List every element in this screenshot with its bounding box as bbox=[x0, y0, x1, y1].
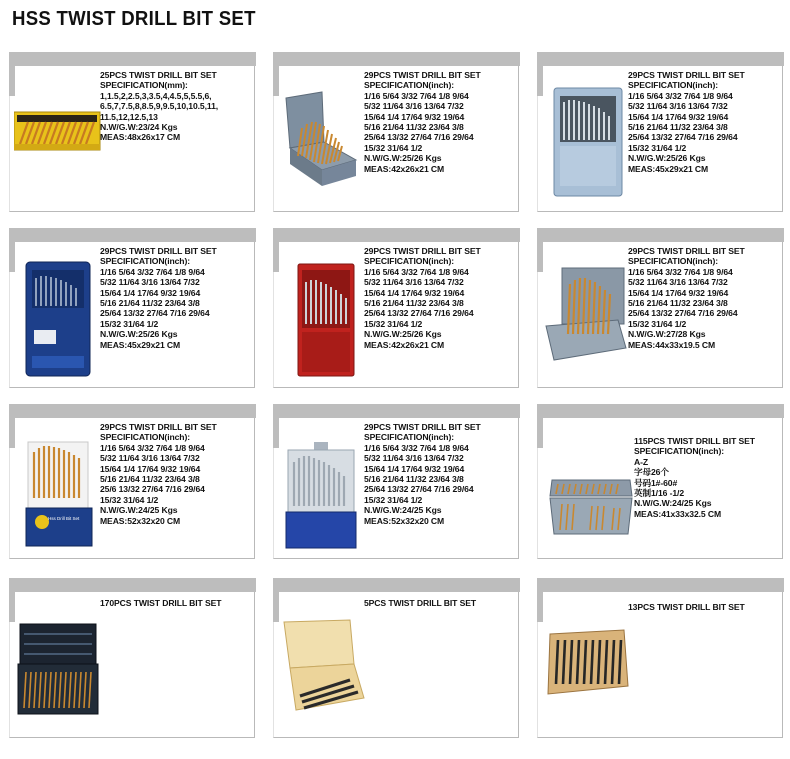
product-card-29pcs-blue-case bbox=[9, 228, 255, 388]
spec-line: 1/16 5/64 3/32 7/64 1/8 9/64 bbox=[364, 90, 469, 101]
card-title: 115PCS TWIST DRILL BIT SET bbox=[634, 436, 755, 446]
weight-line: N.W/G.W:27/28 Kgs bbox=[628, 329, 706, 340]
spec-line: 15/32 31/64 1/2 bbox=[628, 142, 687, 153]
card-title: 29PCS TWIST DRILL BIT SET bbox=[628, 70, 745, 80]
spec-line: 1,1.5,2,2.5,3,3.5,4,4.5,5,5.5,6, bbox=[100, 90, 212, 101]
product-card-29pcs-index-case bbox=[537, 52, 783, 212]
spec-line: 字母26个 bbox=[634, 467, 669, 478]
card-title: 25PCS TWIST DRILL BIT SET bbox=[100, 70, 217, 80]
spec-line: 英制1/16 -1/2 bbox=[634, 488, 685, 499]
meas-line: MEAS:44x33x19.5 CM bbox=[628, 339, 716, 350]
box-label: Hss Drill Bit Set bbox=[48, 516, 80, 521]
drill-set-blue-stand-image bbox=[284, 440, 358, 550]
weight-line: N.W/G.W:24/25 Kgs bbox=[634, 498, 712, 509]
product-card-115pcs bbox=[537, 404, 783, 559]
product-card-170pcs bbox=[9, 578, 255, 738]
card-text bbox=[364, 246, 481, 350]
spec-line: 5/16 21/64 11/32 23/64 3/8 bbox=[100, 474, 200, 485]
page-title: HSS TWIST DRILL BIT SET bbox=[12, 8, 256, 30]
spec-line: 25/6 13/32 27/64 7/16 29/64 bbox=[100, 484, 205, 495]
card-text bbox=[628, 70, 745, 174]
spec-line: 25/64 13/32 27/64 7/16 29/64 bbox=[364, 308, 474, 319]
drill-set-blue-case-image bbox=[24, 260, 92, 378]
card-text bbox=[628, 246, 745, 350]
product-card-5pcs bbox=[273, 578, 519, 738]
spec-line: 1/16 5/64 3/32 7/64 1/8 9/64 bbox=[364, 442, 469, 453]
spec-line: 15/32 31/64 1/2 bbox=[100, 494, 159, 505]
spec-line: 25/64 13/32 27/64 7/16 29/64 bbox=[364, 132, 474, 143]
product-card-13pcs bbox=[537, 578, 783, 738]
product-card-29pcs-red-case bbox=[273, 228, 519, 388]
spec-line: 1/16 5/64 3/32 7/64 1/8 9/64 bbox=[364, 266, 469, 277]
card-title: 29PCS TWIST DRILL BIT SET bbox=[628, 246, 745, 256]
card-title: 29PCS TWIST DRILL BIT SET bbox=[364, 246, 481, 256]
weight-line: N.W/G.W:25/26 Kgs bbox=[100, 329, 178, 340]
spec-line: 15/64 1/4 17/64 9/32 19/64 bbox=[364, 463, 465, 474]
card-text bbox=[634, 436, 755, 519]
card-title: 29PCS TWIST DRILL BIT SET bbox=[100, 422, 217, 432]
spec-line: A-Z bbox=[634, 456, 649, 467]
weight-line: N.W/G.W:23/24 Kgs bbox=[100, 122, 178, 133]
meas-line: MEAS:45x29x21 CM bbox=[628, 163, 709, 174]
card-title: 170PCS TWIST DRILL BIT SET bbox=[100, 598, 222, 608]
drill-set-stand-case-image bbox=[24, 438, 94, 548]
product-card-29pcs-steel-case bbox=[537, 228, 783, 388]
product-card-25pcs bbox=[9, 52, 255, 212]
spec-line: SPECIFICATION(inch): bbox=[364, 432, 454, 443]
drill-set-yellow-case-image bbox=[14, 110, 102, 152]
spec-line: 5/16 21/64 11/32 23/64 3/8 bbox=[364, 474, 464, 485]
spec-line: SPECIFICATION(inch): bbox=[628, 256, 718, 267]
drill-set-wooden-box-image bbox=[280, 618, 368, 718]
meas-line: MEAS:52x32x20 CM bbox=[364, 515, 445, 526]
spec-line: 25/64 13/32 27/64 7/16 29/64 bbox=[628, 308, 738, 319]
spec-line: 15/64 1/4 17/64 9/32 19/64 bbox=[628, 111, 729, 122]
card-text bbox=[364, 70, 481, 174]
spec-line: 5/16 21/64 11/32 23/64 3/8 bbox=[364, 122, 464, 133]
drill-set-metal-case-image bbox=[282, 90, 362, 190]
spec-line: 5/32 11/64 3/16 13/64 7/32 bbox=[364, 277, 464, 288]
spec-line: SPECIFICATION(inch): bbox=[364, 80, 454, 91]
spec-line: 5/32 11/64 3/16 13/64 7/32 bbox=[628, 277, 728, 288]
card-text bbox=[628, 602, 745, 612]
card-title: 29PCS TWIST DRILL BIT SET bbox=[100, 246, 217, 256]
spec-line: 1/16 5/64 3/32 7/64 1/8 9/64 bbox=[628, 266, 733, 277]
spec-line: 15/32 31/64 1/2 bbox=[364, 142, 423, 153]
spec-line: 5/32 11/64 3/16 13/64 7/32 bbox=[364, 453, 464, 464]
card-text bbox=[100, 422, 217, 526]
card-title: 13PCS TWIST DRILL BIT SET bbox=[628, 602, 745, 612]
card-text bbox=[100, 598, 221, 608]
card-text bbox=[100, 70, 218, 143]
spec-line: 5/16 21/64 11/32 23/64 3/8 bbox=[100, 298, 200, 309]
spec-line: SPECIFICATION(inch): bbox=[628, 80, 718, 91]
card-title: 29PCS TWIST DRILL BIT SET bbox=[364, 70, 481, 80]
meas-line: MEAS:42x26x21 CM bbox=[364, 163, 445, 174]
spec-line: SPECIFICATION(mm): bbox=[100, 80, 188, 91]
card-text bbox=[100, 246, 217, 350]
spec-line: 15/32 31/64 1/2 bbox=[364, 494, 423, 505]
drill-set-steel-case-image bbox=[542, 264, 628, 368]
drill-set-115pcs-case-image bbox=[546, 476, 636, 538]
drill-set-index-case-image bbox=[552, 86, 624, 198]
spec-line: 15/64 1/4 17/64 9/32 19/64 bbox=[628, 287, 729, 298]
spec-line: 5/32 11/64 3/16 13/64 7/32 bbox=[628, 101, 728, 112]
weight-line: N.W/G.W:25/26 Kgs bbox=[364, 329, 442, 340]
spec-line: 1/16 5/64 3/32 7/64 1/8 9/64 bbox=[628, 90, 733, 101]
spec-line: SPECIFICATION(inch): bbox=[100, 432, 190, 443]
card-text bbox=[364, 422, 481, 526]
card-text bbox=[364, 598, 476, 608]
weight-line: N.W/G.W:25/26 Kgs bbox=[628, 153, 706, 164]
spec-line: 25/64 13/32 27/64 7/16 29/64 bbox=[364, 484, 474, 495]
weight-line: N.W/G.W:25/26 Kgs bbox=[364, 153, 442, 164]
spec-line: 15/32 31/64 1/2 bbox=[100, 318, 159, 329]
spec-line: 15/64 1/4 17/64 9/32 19/64 bbox=[364, 287, 465, 298]
spec-line: 1/16 5/64 3/32 7/64 1/8 9/64 bbox=[100, 442, 205, 453]
drill-set-170pcs-case-image bbox=[16, 622, 100, 718]
spec-line: SPECIFICATION(inch): bbox=[100, 256, 190, 267]
spec-line: SPECIFICATION(inch): bbox=[364, 256, 454, 267]
drill-set-red-case-image bbox=[296, 262, 356, 378]
product-card-29pcs-metal-open bbox=[273, 52, 519, 212]
meas-line: MEAS:48x26x17 CM bbox=[100, 132, 181, 143]
spec-line: 15/32 31/64 1/2 bbox=[628, 318, 687, 329]
spec-line: 5/16 21/64 11/32 23/64 3/8 bbox=[364, 298, 464, 309]
meas-line: MEAS:41x33x32.5 CM bbox=[634, 508, 722, 519]
meas-line: MEAS:42x26x21 CM bbox=[364, 339, 445, 350]
card-title: 29PCS TWIST DRILL BIT SET bbox=[364, 422, 481, 432]
spec-line: 15/64 1/4 17/64 9/32 19/64 bbox=[100, 463, 201, 474]
spec-line: 25/64 13/32 27/64 7/16 29/64 bbox=[628, 132, 738, 143]
card-title: 5PCS TWIST DRILL BIT SET bbox=[364, 598, 477, 608]
spec-line: SPECIFICATION(inch): bbox=[634, 446, 724, 457]
spec-line: 6.5,7,7.5,8,8.5,9,9.5,10,10.5,11, bbox=[100, 101, 219, 112]
spec-line: 15/32 31/64 1/2 bbox=[364, 318, 423, 329]
weight-line: N.W/G.W:24/25 Kgs bbox=[100, 505, 178, 516]
spec-line: 5/32 11/64 3/16 13/64 7/32 bbox=[100, 453, 200, 464]
meas-line: MEAS:52x32x20 CM bbox=[100, 515, 181, 526]
spec-line: 5/32 11/64 3/16 13/64 7/32 bbox=[100, 277, 200, 288]
spec-line: 5/32 11/64 3/16 13/64 7/32 bbox=[364, 101, 464, 112]
spec-line: 11.5,12,12.5,13 bbox=[100, 111, 158, 122]
spec-line: 15/64 1/4 17/64 9/32 19/64 bbox=[364, 111, 465, 122]
spec-line: 5/16 21/64 11/32 23/64 3/8 bbox=[628, 122, 728, 133]
meas-line: MEAS:45x29x21 CM bbox=[100, 339, 181, 350]
spec-line: 15/64 1/4 17/64 9/32 19/64 bbox=[100, 287, 201, 298]
spec-line: 5/16 21/64 11/32 23/64 3/8 bbox=[628, 298, 728, 309]
spec-line: 1/16 5/64 3/32 7/64 1/8 9/64 bbox=[100, 266, 205, 277]
drill-set-13pcs-box-image bbox=[544, 628, 630, 698]
spec-line: 25/64 13/32 27/64 7/16 29/64 bbox=[100, 308, 210, 319]
spec-line: 号码1#-60# bbox=[634, 477, 678, 488]
product-card-29pcs-blue-stand bbox=[273, 404, 519, 559]
product-card-29pcs-stand-case bbox=[9, 404, 255, 559]
weight-line: N.W/G.W:24/25 Kgs bbox=[364, 505, 442, 516]
